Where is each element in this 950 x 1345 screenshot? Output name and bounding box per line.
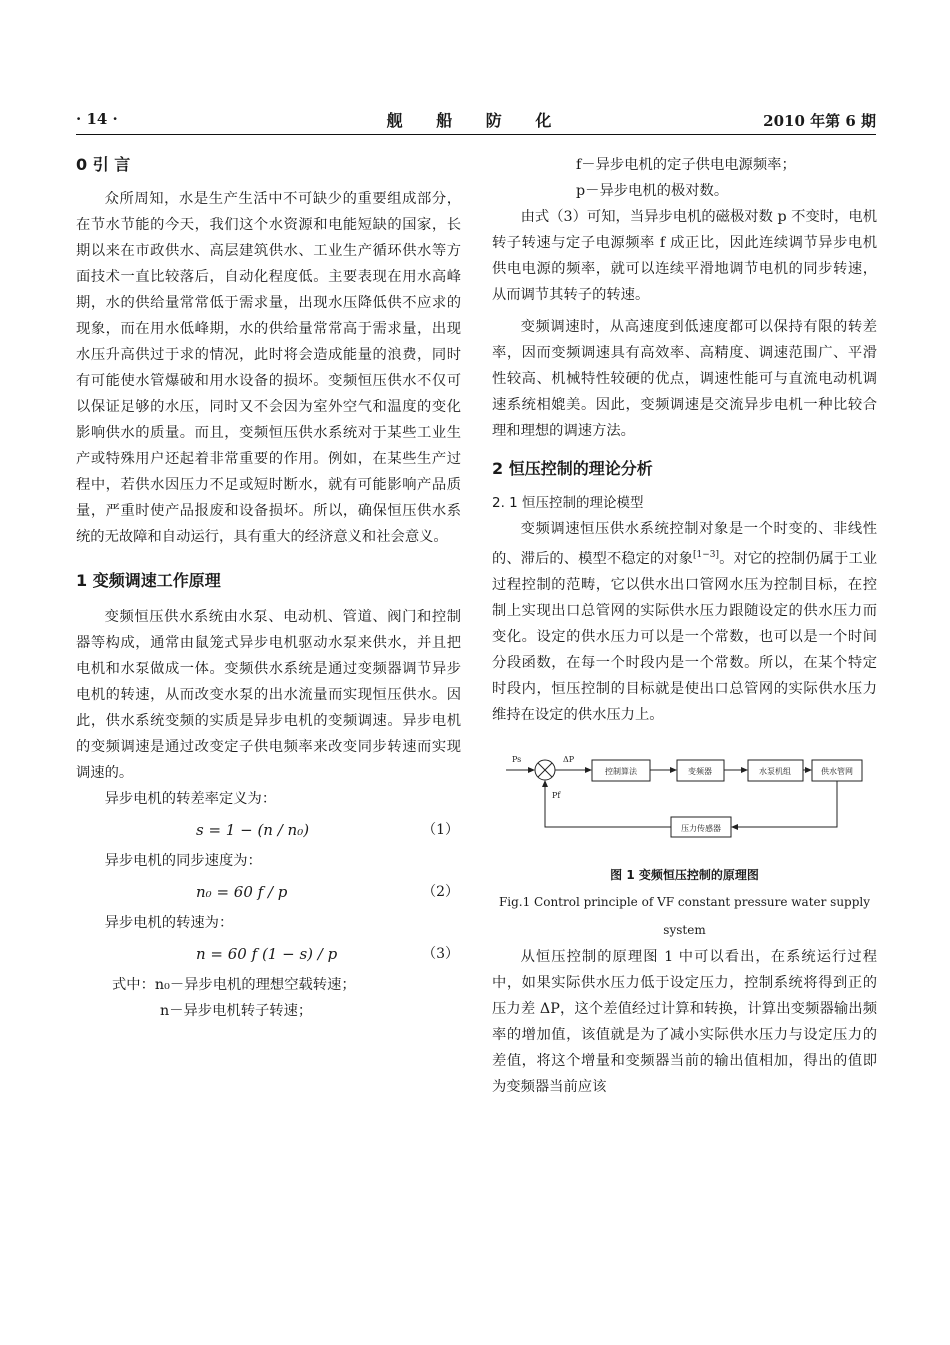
label-delta-p: ΔP [563, 754, 575, 764]
definition-p: p－异步电机的极对数。 [576, 183, 729, 199]
right-paragraph-1: 由式（3）可知，当异步电机的磁极对数 p 不变时，电机转子转速与定子电源频率 f 成正比，因此连续调节异步电机供电电源的频率，就可以连续平滑地调节电机的同步转速，从而调节其转子的转速。 [492, 209, 877, 303]
text-inverter: 变频器 [688, 766, 712, 776]
left-column [76, 150, 461, 1024]
feedback-line-2 [545, 781, 671, 827]
equation-1 [76, 812, 461, 848]
equation-2-number: （2） [422, 884, 459, 900]
paragraph-3-start: 变频调速恒压供水系统控制对象是一个时变的、非线性的、滞后的、模型不稳定的对象 [492, 521, 877, 567]
right-paragraph-2: 变频调速时，从高速度到低速度都可以保持有限的转差率，因而变频调速具有高效率、高精度、调速范围广、平滑性较高、机械特性较硬的优点，调速性能可与直流电动机调速系统相媲美。因此，变频调速是交流异步电机一种比较合理和理想的调速方法。 [492, 319, 877, 439]
equation-3-formula: n = 60 f (1 − s) / p [196, 945, 338, 963]
right-column [492, 150, 877, 1100]
text-control-algorithm: 控制算法 [605, 766, 637, 776]
section-0-heading: 0 引 言 [76, 155, 131, 174]
definition-n: n－异步电机转子转速； [160, 1003, 313, 1019]
section-2-heading: 2 恒压控制的理论分析 [492, 459, 653, 478]
section-2-1-heading: 2. 1 恒压控制的理论模型 [492, 495, 644, 511]
figure-1-caption-cn: 图 1 变频恒压控制的原理图 [610, 867, 759, 882]
equation-1-formula: s = 1 − (n / n₀) [196, 821, 310, 839]
equation-1-number: （1） [422, 822, 459, 838]
control-block-diagram [492, 748, 877, 858]
right-paragraph-3 [492, 516, 877, 728]
equation-3-number: （3） [422, 946, 459, 962]
figure-1-diagram [492, 748, 877, 858]
intro-paragraph: 众所周知，水是生产生活中不可缺少的重要组成部分，在节水节能的今天，我们这个水资源和电能短缺的国家，长期以来在市政供水、高层建筑供水、工业生产循环供水等方面技术一直比较落后，自动化程度低。主要表现在用水高峰期，水的供给量常常低于需求量，出现水压降低供不应求的现象，而在用水低峰期，水的供给量常常高于需求量，出现水压升高供过于求的情况，此时将会造成能量的浪费，同时有可能使水管爆破和用水设备的损坏。变频恒压供水不仅可以保证足够的水压，同时又不会因为室外空气和温度的变化影响供水的质量。而且，变频恒压供水系统对于某些工业生产或特殊用户还起着非常重要的作用。例如，在某些生产过程中，若供水因压力不足或短时断水，就有可能影响产品质量，严重时使产品报废和设备损坏。所以，确保恒压供水系统的无故障和自动运行，具有重大的经济意义和社会意义。 [76, 191, 461, 545]
eq1-intro: 异步电机的转差率定义为： [104, 791, 277, 807]
paragraph-3-end: 。对它的控制仍属于工业过程控制的范畴，它以供水出口管网水压为控制目标，在控制上实现出口总管网的实际供水压力跟随设定的供水压力而变化。设定的供水压力可以是一个常数，也可以是一个时间分段函数，在每一个时段内是一个常数。所以，在某个特定时段内，恒压控制的目标就是使出口总管网的实际供水压力维持在设定的供水压力上。 [492, 550, 877, 723]
equation-2-formula: n₀ = 60 f / p [196, 883, 288, 901]
label-pf: Pf [552, 790, 561, 800]
feedback-line-1 [732, 781, 837, 827]
label-ps: Ps [512, 754, 522, 764]
text-pump-unit: 水泵机组 [759, 766, 791, 776]
text-pipe-network: 供水管网 [821, 766, 853, 776]
issue-label: 2010 年第 6 期 [763, 112, 876, 130]
journal-title: 舰 船 防 化 [386, 111, 566, 130]
text-pressure-sensor: 压力传感器 [681, 823, 721, 833]
figure-1-caption-en: Fig.1 Control principle of VF constant pressure water supply system [498, 894, 871, 937]
definition-n0: 式中：n₀－异步电机的理想空载转速； [112, 977, 356, 993]
page-number: · 14 · [76, 110, 118, 128]
section-1-heading: 1 变频调速工作原理 [76, 571, 221, 590]
running-header [76, 108, 876, 135]
equation-2 [76, 874, 461, 910]
citation-1-3: [1−3] [693, 550, 720, 560]
section-1-paragraph: 变频恒压供水系统由水泵、电动机、管道、阀门和控制器等构成，通常由鼠笼式异步电机驱动水泵来供水，并且把电机和水泵做成一体。变频供水系统是通过变频器调节异步电机的转速，从而改变水泵的出水流量而实现恒压供水。因此，供水系统变频的实质是异步电机的变频调速。异步电机的变频调速是通过改变定子供电频率来改变同步转速而实现调速的。 [76, 609, 461, 781]
equation-3 [76, 936, 461, 972]
eq2-intro: 异步电机的同步速度为： [104, 853, 262, 869]
definition-f: f－异步电机的定子供电电源频率； [576, 157, 796, 173]
right-paragraph-4: 从恒压控制的原理图 1 中可以看出，在系统运行过程中，如果实际供水压力低于设定压力，控制系统将得到正的压力差 ΔP，这个差值经过计算和转换，计算出变频器输出频率的增加值，该值就是为了减小实际供水压力与设定压力的差值，将这个增量和变频器当前的输出值相加，得出的值即为变频器当前应该 [492, 948, 877, 1095]
eq3-intro: 异步电机的转速为： [104, 915, 234, 931]
